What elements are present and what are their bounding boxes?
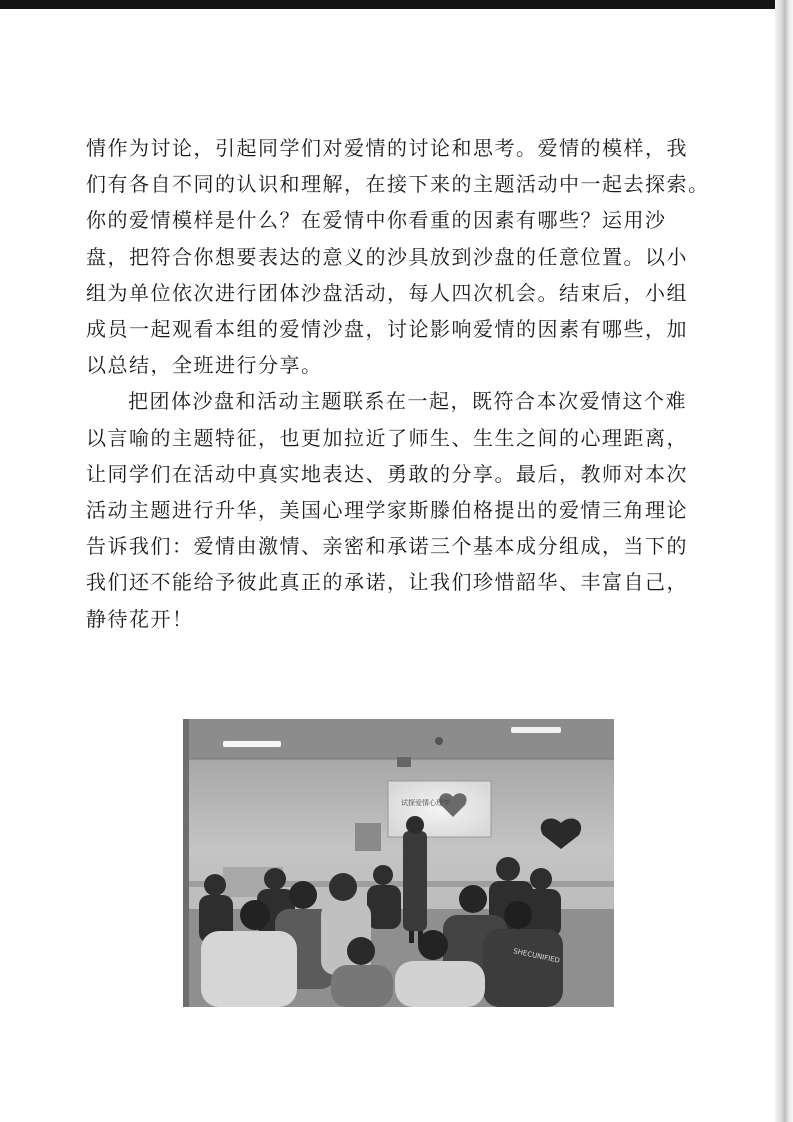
jacket-text: SHECUNIFIED [512,947,561,965]
screen-title: 试探爱情心理学 [401,799,450,807]
text-line: 让同学们在活动中真实地表达、勇敢的分享。最后，教师对本次 [86,461,688,486]
body-text [86,130,710,637]
text-line: 活动主题进行升华，美国心理学家斯滕伯格提出的爱情三角理论 [86,498,688,523]
text-line: 情作为讨论，引起同学们对爱情的讨论和思考。爱情的模样，我 [86,136,688,160]
text-line: 以总结，全班进行分享。 [86,353,323,378]
text-line: 我们还不能给予彼此真正的承诺，让我们珍惜韶华、丰富自己， [86,570,688,595]
text-line: 盘，把符合你想要表达的意义的沙具放到沙盘的任意位置。以小 [86,244,688,269]
text-line: 组为单位依次进行团体沙盘活动，每人四次机会。结束后，小组 [86,280,688,305]
paragraph-2 [86,383,686,636]
text-line: 成员一起观看本组的爱情沙盘，讨论影响爱情的因素有哪些，加 [86,317,688,342]
paragraph-1 [86,130,710,383]
classroom-activity-photo [183,719,614,1007]
text-line: 静待花开！ [86,606,194,631]
scan-top-border [0,0,793,9]
text-line: 们有各自不同的认识和理解，在接下来的主题活动中一起去探索。 [86,172,710,197]
scan-right-edge [775,0,793,1122]
text-line: 以言喻的主题特征，也更加拉近了师生、生生之间的心理距离， [86,425,688,450]
text-line: 把团体沙盘和活动主题联系在一起，既符合本次爱情这个难 [128,389,687,414]
text-line: 告诉我们：爱情由激情、亲密和承诺三个基本成分组成，当下的 [86,534,688,559]
text-line: 你的爱情模样是什么？在爱情中你看重的因素有哪些？运用沙 [86,208,667,233]
